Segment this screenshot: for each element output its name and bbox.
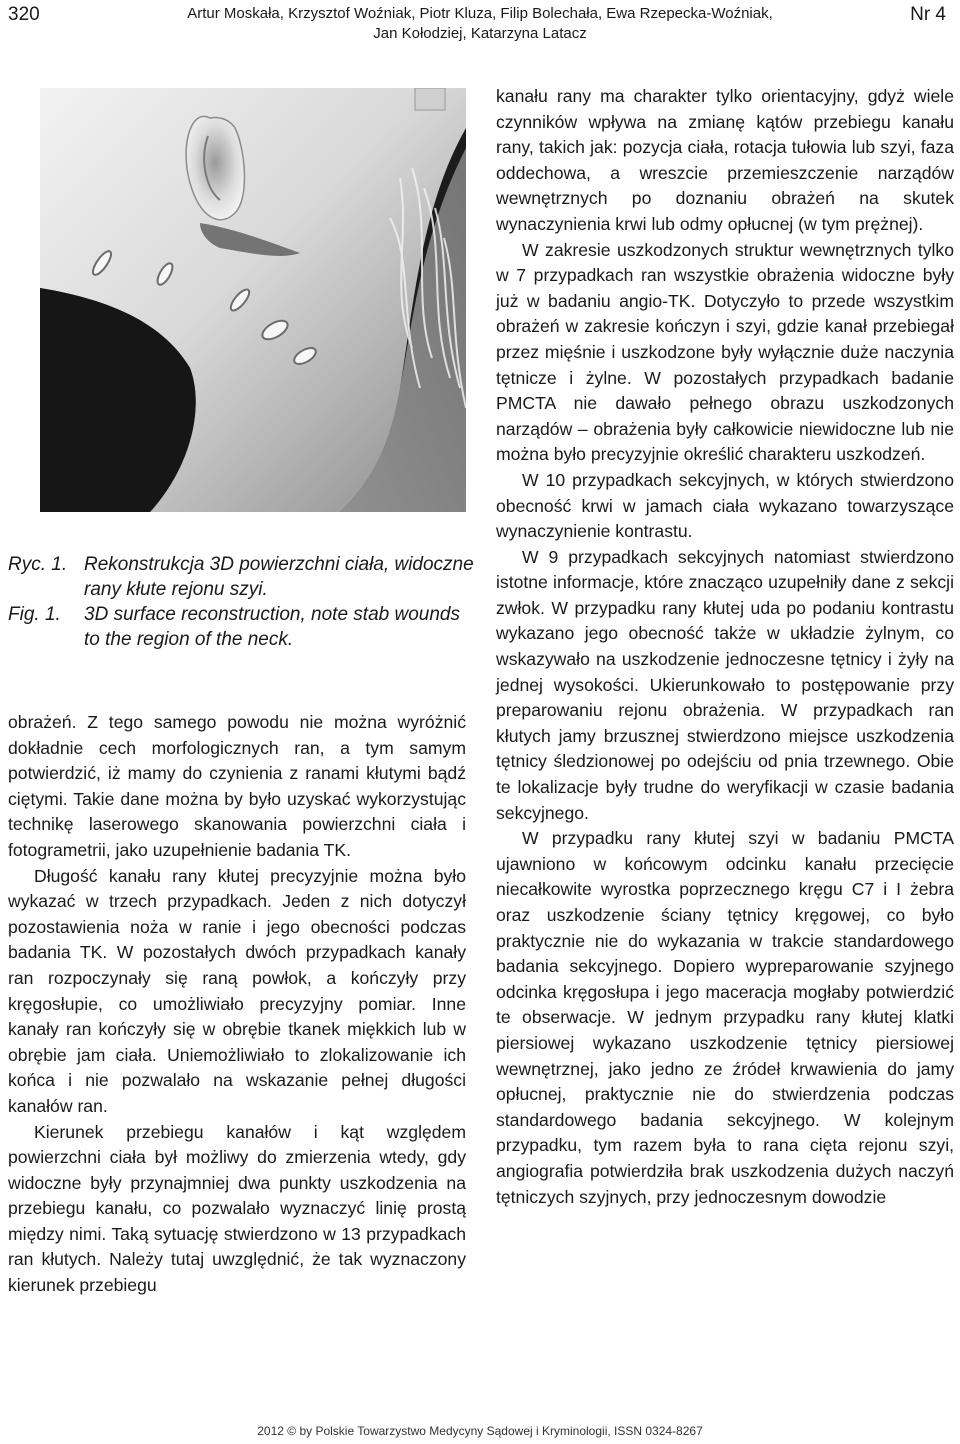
neck-render-svg: [40, 88, 466, 512]
right-paragraph-4: W 9 przypadkach sekcyjnych natomiast stwierdzono istotne informacje, które znacząco uzupełniły dane z sekcji zwłok. W przypadku rany kłutej uda po podaniu kontrastu wykazano jego obecność także w układzie żylnym, co wskazywało na uszkodzenie jednoczesne tętnicy i żyły na jednej wysokości. Ukierunkowało to postępowanie przy preparowaniu rejonu obrażenia. W przypadkach ran kłutych jamy brzusznej stwierdzono miejsce uszkodzenia tętnicy śledzionowej po odejściu od pnia trzewnego. Obie te lokalizacje były trudne do weryfikacji w czasie badania sekcyjnego.: [496, 546, 954, 823]
left-paragraph-2: Długość kanału rany kłutej precyzyjnie można było wykazać w trzech przypadkach. Jeden z nich dotyczył pozostawienia noża w ranie i jego obecności podczas badania TK. W pozostałych dwóch przypadkach kanały ran rozpoczynały się raną powłok, a kończyły przy kręgosłupie, co umożliwiało precyzyjny pomiar. Inne kanały ran kończyły się w obrębie tkanek miękkich lub w obrębie jam ciała. Uniemożliwiało to zlokalizowanie ich końca i nie pozwalało na wskazanie pełnej długości kanałów ran.: [8, 865, 466, 1116]
left-column: [8, 710, 466, 1299]
page-number: 320: [8, 4, 40, 25]
right-column: [496, 84, 954, 1210]
right-paragraph-2: W zakresie uszkodzonych struktur wewnętrznych tylko w 7 przypadkach ran wszystkie obrażenia widoczne były już w badaniu angio-TK. Dotyczyło to przede wszystkim obrażeń w zakresie kończyn i szyi, gdzie kanał przebiegał przez mięśnie i uszkodzone były wyłącznie duże naczynia tętnicze i żylne. W pozostałych przypadkach badanie PMCTA nie dawało pełnego obrazu uszkodzonych narządów – obrażenia były całkowicie niewidoczne lub nie można było precyzyjnie określić charakteru uszkodzeń.: [496, 239, 954, 465]
authors-line-2: Jan Kołodziej, Katarzyna Latacz: [373, 25, 587, 42]
right-paragraph-1: kanału rany ma charakter tylko orientacyjny, gdyż wiele czynników wpływa na zmianę kątów przebiegu kanału rany, takich jak: pozycja ciała, rotacja tułowia lub szyi, faza oddechowa, a wreszcie przemieszczenie narządów wewnętrznych po doznaniu obrażeń na skutek wynaczynienia krwi lub odmy opłucnej (w tym prężnej).: [496, 86, 954, 234]
right-paragraph-5: W przypadku rany kłutej szyi w badaniu PMCTA ujawniono w końcowym odcinku kanału przecięcie niecałkowite wyrostka poprzecznego kręgu C7 i I żebra oraz uszkodzenie ściany tętnicy kręgowej, co było praktycznie nie do wykazania w trakcie standardowego badania sekcyjnego. Dopiero wypreparowanie szyjnego odcinka kręgosłupa i jego maceracja mogłaby potwierdzić te obserwacje. W jednym przypadku rany kłutej klatki piersiowej wykazano uszkodzenie tętnicy piersiowej wewnętrznej, jako jedno ze źródeł krwawienia do jamy opłucnej, praktycznie nie do stwierdzenia podczas standardowego badania sekcyjnego. W kolejnym przypadku, tym razem była to rana cięta rejonu szyi, angiografia potwierdziła brak uszkodzenia dużych naczyń tętniczych szyjnych, przy jednoczesnym dowodzie: [496, 828, 954, 1207]
page-footer: 2012 © by Polskie Towarzystwo Medycyny Sądowej i Kryminologii, ISSN 0324-8267: [257, 1424, 703, 1438]
left-paragraph-1: obrażeń. Z tego samego powodu nie można wyróżnić dokładnie cech morfologicznych ran, a tym samym potwierdzić, iż mamy do czynienia z ranami kłutymi bądź ciętymi. Takie dane można by było uzyskać wykorzystując technikę laserowego skanowania powierzchni ciała i fotogrametrii, jako uzupełnienie badania TK.: [8, 712, 466, 860]
caption-pl-label: Ryc. 1.: [8, 554, 68, 575]
figure-3d-reconstruction: [40, 88, 466, 512]
caption-en-text: 3D surface reconstruction, note stab wounds to the region of the neck.: [84, 604, 460, 650]
authors-line-1: Artur Moskała, Krzysztof Woźniak, Piotr Kluza, Filip Bolechała, Ewa Rzepecka-Woźniak,: [187, 5, 773, 22]
caption-en-label: Fig. 1.: [8, 604, 61, 625]
issue-number: Nr 4: [910, 4, 946, 25]
caption-english: [8, 602, 478, 652]
figure-marker: TL: [215, 492, 226, 502]
left-paragraph-3: Kierunek przebiegu kanałów i kąt względem powierzchni ciała był możliwy do zmierzenia wtedy, gdy widoczne były przynajmniej dwa punkty uszkodzenia na przebiegu kanału, co pozwalało wyznaczyć linię prostą między nimi. Taką sytuację stwierdzono w 13 przypadkach ran kłutych. Należy tutaj uwzględnić, że tak wyznaczony kierunek przebiegu: [8, 1121, 466, 1296]
right-paragraph-3: W 10 przypadkach sekcyjnych, w których stwierdzono obecność krwi w jamach ciała wykazano towarzyszące wynaczynienie kontrastu.: [496, 469, 954, 542]
figure-caption: [8, 552, 478, 652]
running-header-authors: [160, 4, 800, 44]
caption-pl-text: Rekonstrukcja 3D powierzchni ciała, widoczne rany kłute rejonu szyi.: [84, 554, 474, 600]
caption-polish: [8, 552, 478, 602]
